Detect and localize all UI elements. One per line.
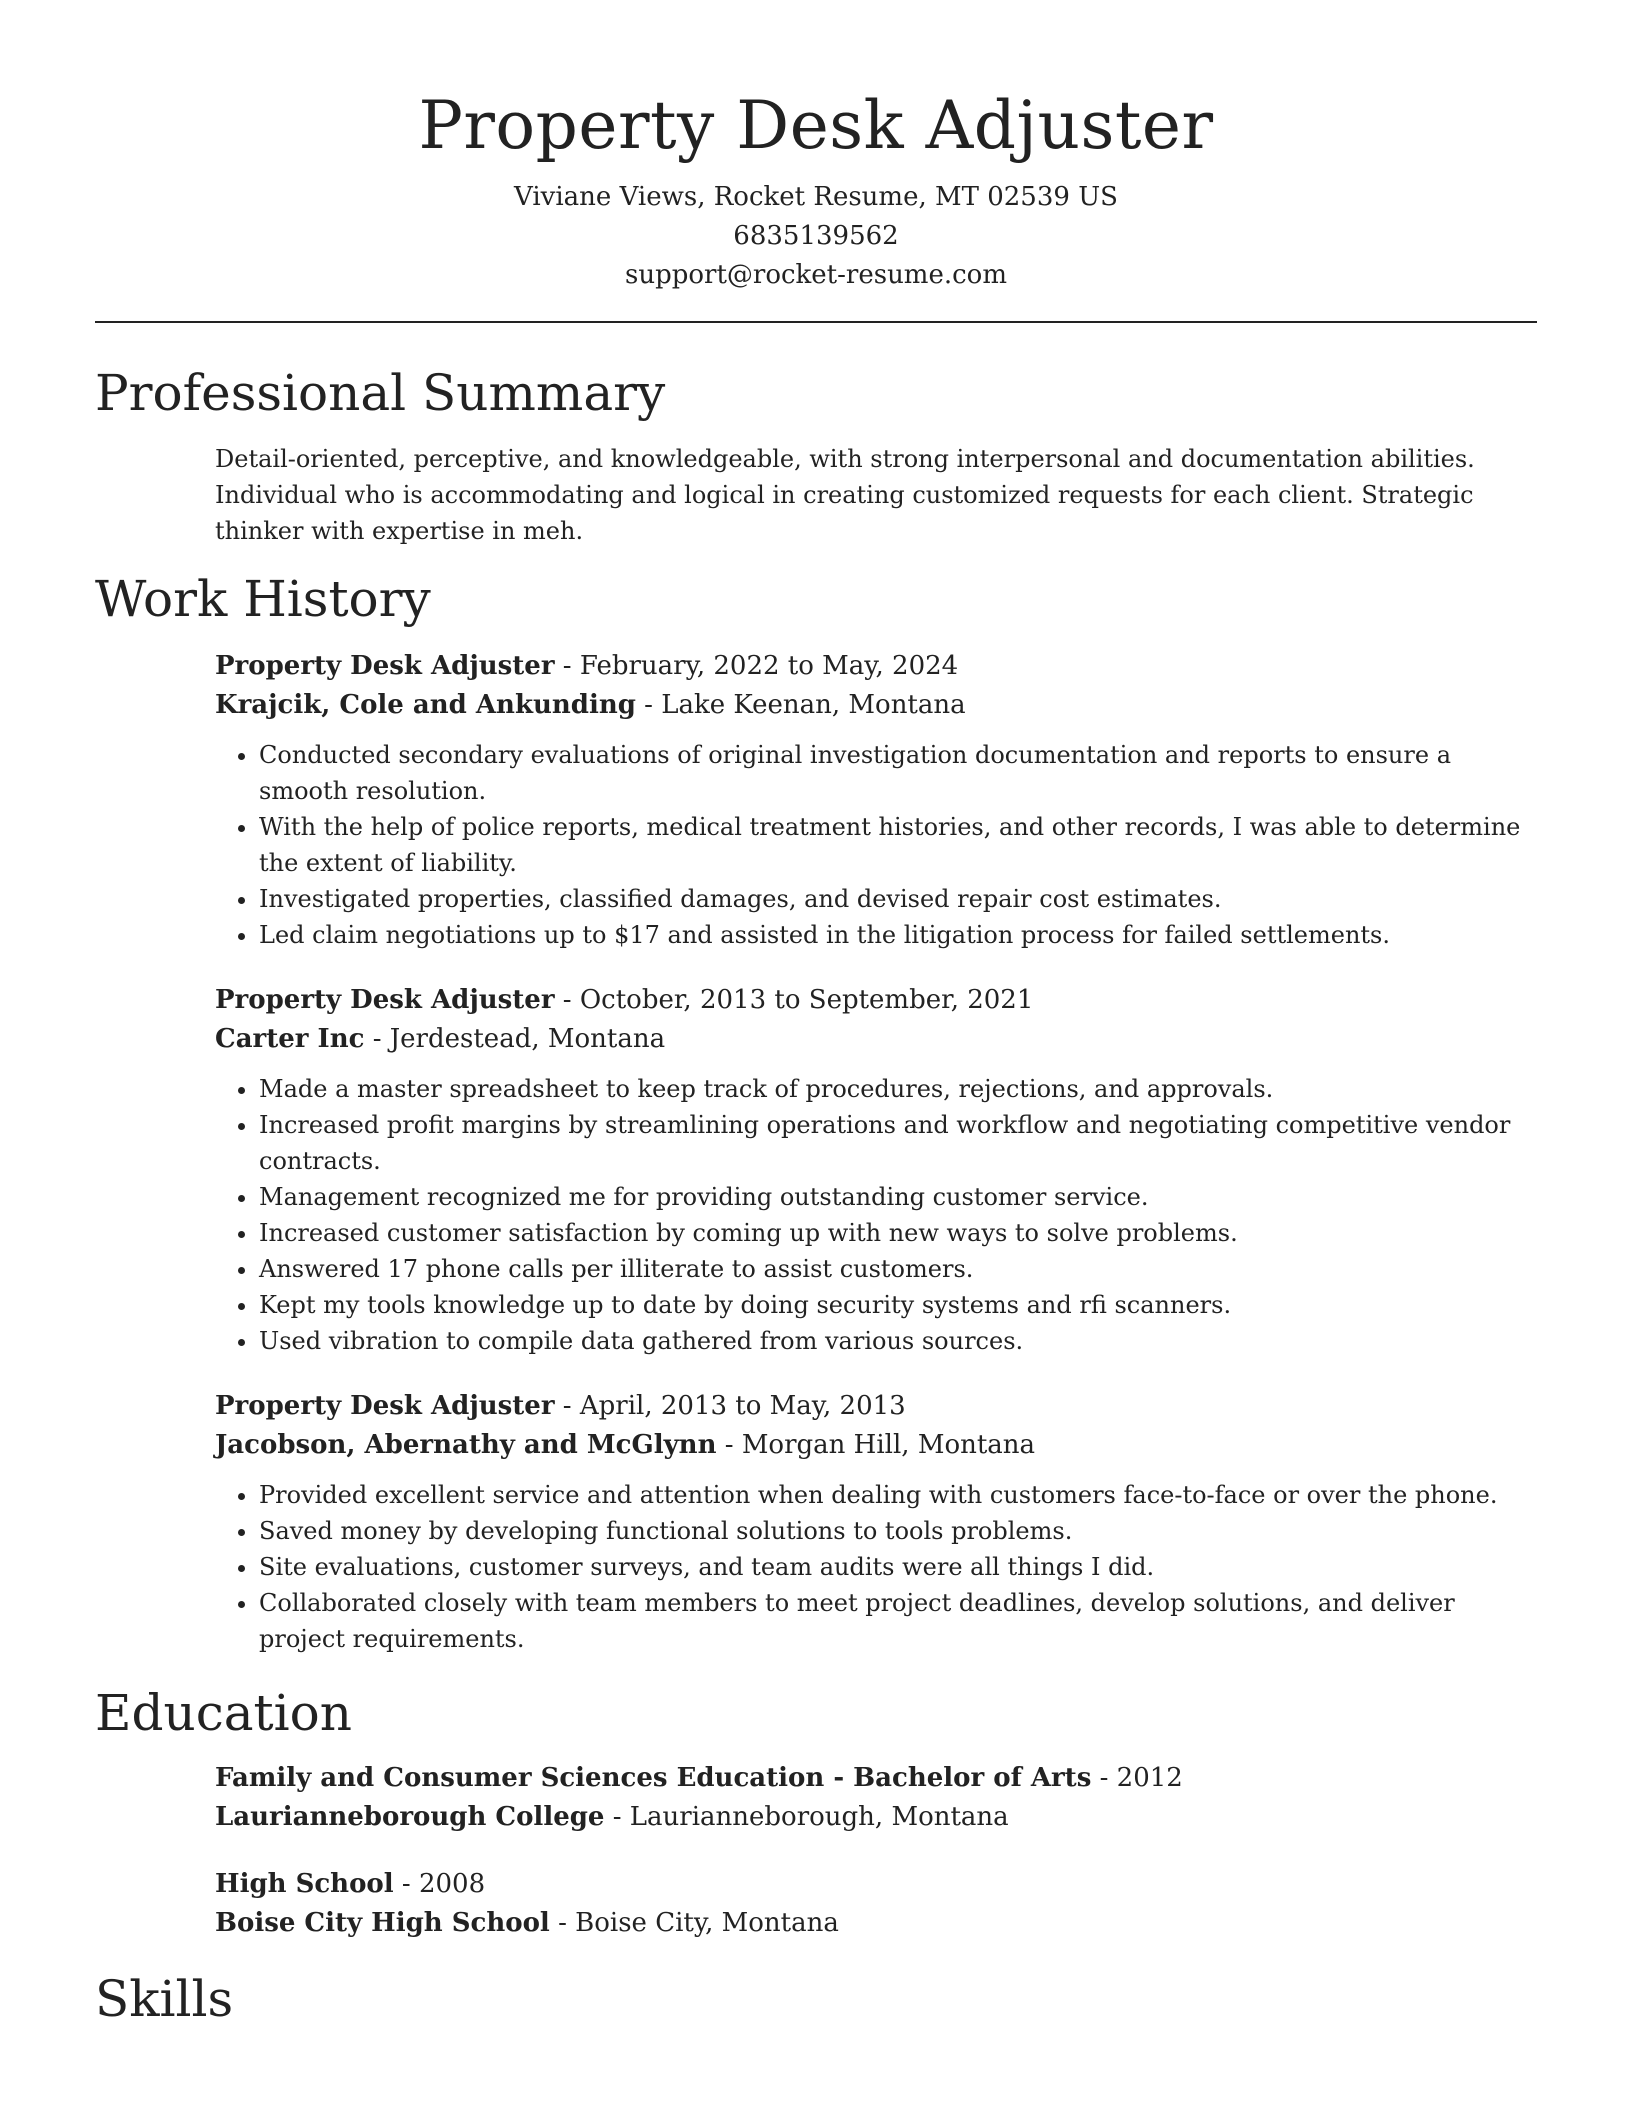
job-dates: - April, 2013 to May, 2013: [554, 1391, 906, 1421]
job-bullet: • Increased customer satisfaction by coming up with new ways to solve problems.: [259, 1215, 1537, 1251]
job-title-line: [215, 1387, 1537, 1426]
job-entry: [215, 1387, 1537, 1657]
job-bullet: • Increased profit margins by streamlining operations and workflow and negotiating competitive vendor contracts.: [259, 1107, 1537, 1179]
header-divider: [95, 321, 1537, 323]
skills-section: [95, 1969, 1537, 2029]
job-bullet: • Made a master spreadsheet to keep track of procedures, rejections, and approvals.: [259, 1071, 1537, 1107]
job-role: Property Desk Adjuster: [215, 651, 555, 681]
job-entry: [215, 647, 1537, 953]
section-title-work-history: Work History: [95, 570, 431, 628]
section-title-education: Education: [95, 1684, 352, 1742]
education-school-line: [215, 1798, 1537, 1837]
job-role: Property Desk Adjuster: [215, 985, 555, 1015]
job-location: - Morgan Hill, Montana: [716, 1430, 1036, 1460]
section-title-skills: Skills: [95, 1970, 234, 2028]
job-company: Krajcik, Cole and Ankunding: [215, 690, 636, 720]
job-bullet: • Provided excellent service and attention when dealing with customers face-to-face or over the phone.: [259, 1477, 1537, 1513]
education-school: Boise City High School: [215, 1908, 550, 1938]
job-bullets: [215, 1477, 1537, 1657]
contact-address: Viviane Views, Rocket Resume, MT 02539 US: [514, 182, 1118, 212]
professional-summary-section: [95, 363, 1537, 549]
job-bullet: • Used vibration to compile data gathered from various sources.: [259, 1323, 1537, 1359]
education-year: - 2008: [393, 1869, 486, 1899]
job-bullet: • Saved money by developing functional solutions to tools problems.: [259, 1513, 1537, 1549]
education-degree: High School: [215, 1869, 394, 1899]
job-role: Property Desk Adjuster: [215, 1391, 555, 1421]
education-entry: [215, 1865, 1537, 1943]
job-bullet: • Answered 17 phone calls per illiterate to assist customers.: [259, 1251, 1537, 1287]
job-bullet: • Led claim negotiations up to $17 and assisted in the litigation process for failed settlements.: [259, 917, 1537, 953]
job-bullets: [215, 1071, 1537, 1359]
contact-email: support@rocket-resume.com: [624, 260, 1007, 290]
job-company-line: [215, 1020, 1537, 1059]
job-bullet: • Collaborated closely with team members to meet project deadlines, develop solutions, and deliver project requirements.: [259, 1585, 1537, 1657]
job-dates: - October, 2013 to September, 2021: [554, 985, 1034, 1015]
education-entry: [215, 1759, 1537, 1837]
job-dates: - February, 2022 to May, 2024: [554, 651, 959, 681]
resume-header: [95, 0, 1537, 295]
education-degree: Family and Consumer Sciences Education - Bachelor of Arts: [215, 1763, 1092, 1793]
job-entry: [215, 981, 1537, 1359]
education-degree-line: [215, 1865, 1537, 1904]
job-title-line: [215, 981, 1537, 1020]
education-section: [95, 1683, 1537, 1943]
job-bullet: • Site evaluations, customer surveys, and team audits were all things I did.: [259, 1549, 1537, 1585]
job-bullet: • Conducted secondary evaluations of original investigation documentation and reports to ensure a smooth resolution.: [259, 737, 1537, 809]
job-company-line: [215, 686, 1537, 725]
education-degree-line: [215, 1759, 1537, 1798]
education-school: Laurianneborough College: [215, 1802, 605, 1832]
job-bullet: • Management recognized me for providing outstanding customer service.: [259, 1179, 1537, 1215]
education-school-line: [215, 1904, 1537, 1943]
job-location: - Lake Keenan, Montana: [635, 690, 966, 720]
job-location: - Jerdestead, Montana: [364, 1024, 666, 1054]
work-history-section: [95, 569, 1537, 1657]
candidate-name: Property Desk Adjuster: [418, 87, 1214, 164]
section-title-summary: Professional Summary: [95, 364, 666, 422]
job-company-line: [215, 1426, 1537, 1465]
job-bullet: • Investigated properties, classified damages, and devised repair cost estimates.: [259, 881, 1537, 917]
education-location: - Boise City, Montana: [549, 1908, 839, 1938]
contact-block: [95, 178, 1537, 295]
contact-phone: 6835139562: [733, 221, 899, 251]
job-bullet: • Kept my tools knowledge up to date by doing security systems and rfi scanners.: [259, 1287, 1537, 1323]
job-title-line: [215, 647, 1537, 686]
summary-text: Detail-oriented, perceptive, and knowledgeable, with strong interpersonal and documentation abilities. Individual who is accommodating and logical in creating customized requests for each client. Strategic thinker with expertise in meh.: [215, 445, 1475, 545]
education-year: - 2012: [1091, 1763, 1183, 1793]
job-company: Jacobson, Abernathy and McGlynn: [215, 1430, 717, 1460]
job-company: Carter Inc: [215, 1024, 365, 1054]
job-bullets: [215, 737, 1537, 953]
education-location: - Laurianneborough, Montana: [604, 1802, 1009, 1832]
job-bullet: • With the help of police reports, medical treatment histories, and other records, I was able to determine the extent of liability.: [259, 809, 1537, 881]
